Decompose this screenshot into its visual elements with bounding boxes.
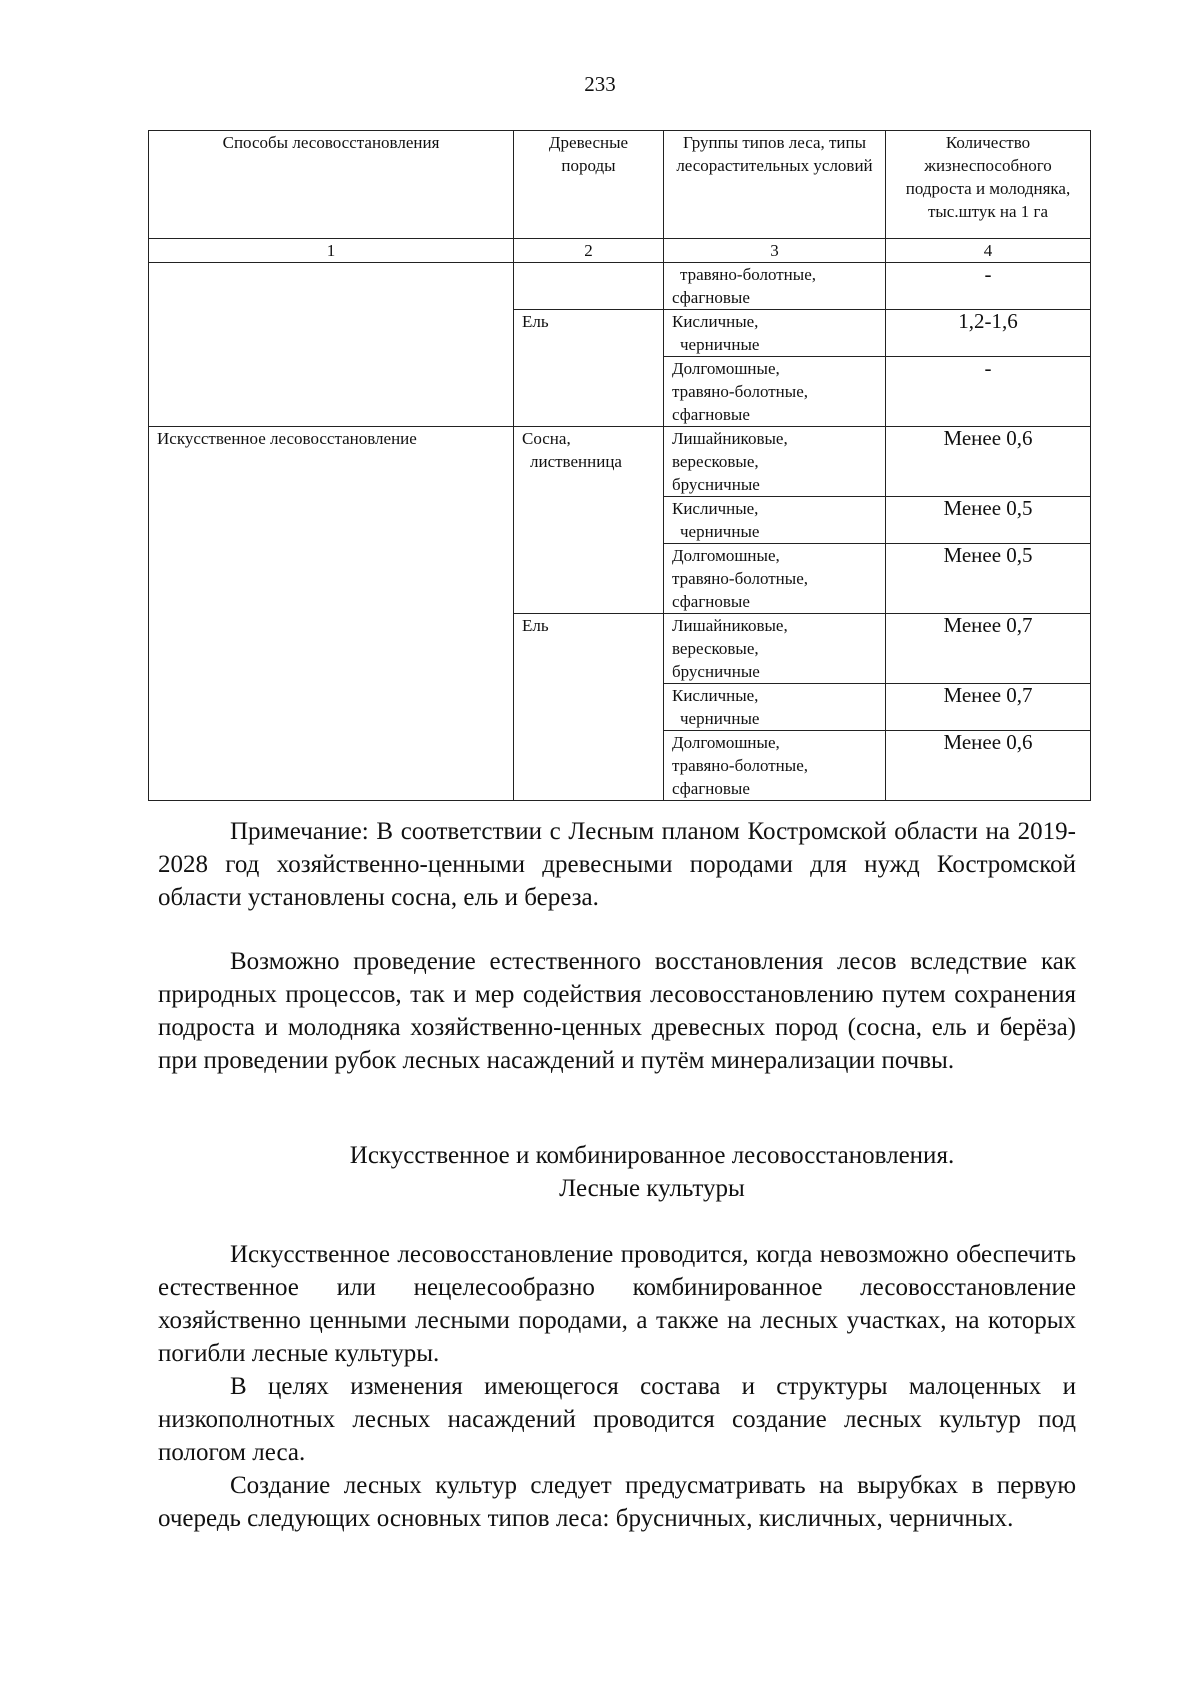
forest-type-line: травяно-болотные, [672, 756, 808, 775]
forest-type-cell [664, 427, 886, 497]
value-cell: - [886, 357, 1091, 427]
header-quantity: Количество жизнеспособного подроста и молодняка, тыс.штук на 1 га [886, 131, 1091, 239]
forest-type-line: Кисличные, [672, 499, 759, 518]
table-row [149, 263, 1091, 310]
forest-type-line: брусничные [672, 662, 760, 681]
value-cell: Менее 0,5 [886, 497, 1091, 544]
col-number: 2 [514, 239, 664, 263]
forest-type-line: черничные [680, 335, 760, 354]
species-line: лиственница [530, 452, 622, 471]
forest-type-cell [664, 263, 886, 310]
forest-type-cell [664, 731, 886, 801]
forest-type-line: Долгомошные, [672, 733, 780, 752]
section-heading [158, 1139, 1076, 1205]
species-spruce: Ель [514, 614, 664, 801]
forest-type-line: брусничные [672, 475, 760, 494]
forest-type-line: Долгомошные, [672, 546, 780, 565]
column-number-row [149, 239, 1091, 263]
value-cell: Менее 0,6 [886, 731, 1091, 801]
note-block [158, 815, 1076, 914]
table-header-row [149, 131, 1091, 239]
paragraph: Создание лесных культур следует предусматривать на вырубках в первую очередь следующих основных типов леса: брусничных, кисличных, черничных. [158, 1472, 1076, 1532]
forest-type-line: черничные [680, 709, 760, 728]
forest-type-line: Кисличные, [672, 312, 759, 331]
forest-type-line: черничные [680, 522, 760, 541]
artificial-regeneration-block [158, 1238, 1076, 1535]
forest-type-cell [664, 614, 886, 684]
forest-type-line: травяно-болотные, [672, 569, 808, 588]
species-cell-empty [514, 263, 664, 310]
forest-type-line: сфагновые [672, 405, 750, 424]
value-cell: Менее 0,6 [886, 427, 1091, 497]
forest-type-line: Лишайниковые, [672, 429, 788, 448]
forest-type-line: Лишайниковые, [672, 616, 788, 635]
forest-type-line: травяно-болотные, [680, 265, 816, 284]
regeneration-table [148, 130, 1091, 801]
species-spruce: Ель [514, 310, 664, 427]
paragraph: Искусственное лесовосстановление проводится, когда невозможно обеспечить естественное или нецелесообразно комбинированное лесовосстановление хозяйственно ценными лесными породами, а также на лесных участках, на которых погибли лесные культуры. [158, 1241, 1076, 1367]
species-line: Сосна, [522, 429, 571, 448]
header-species: Древесные породы [514, 131, 664, 239]
note-paragraph: Примечание: В соответствии с Лесным планом Костромской области на 2019-2028 год хозяйственно-ценными древесными породами для нужд Костромской области установлены сосна, ель и береза. [158, 818, 1076, 911]
value-cell: Менее 0,5 [886, 544, 1091, 614]
forest-type-cell [664, 357, 886, 427]
method-cell-empty [149, 263, 514, 427]
forest-type-cell [664, 497, 886, 544]
forest-type-line: травяно-болотные, [672, 382, 808, 401]
page-number: 233 [584, 72, 616, 96]
paragraph: В целях изменения имеющегося состава и структуры малоценных и низкополнотных лесных насаждений проводится создание лесных культур под пологом леса. [158, 1373, 1076, 1466]
forest-type-line: Долгомошные, [672, 359, 780, 378]
method-artificial: Искусственное лесовосстановление [149, 427, 514, 801]
forest-type-line: сфагновые [672, 288, 750, 307]
forest-type-line: сфагновые [672, 779, 750, 798]
species-pine-larch [514, 427, 664, 614]
forest-type-line: вересковые, [672, 639, 759, 658]
forest-type-line: Кисличные, [672, 686, 759, 705]
value-cell: - [886, 263, 1091, 310]
col-number: 4 [886, 239, 1091, 263]
col-number: 3 [664, 239, 886, 263]
natural-regeneration-block [158, 945, 1076, 1077]
value-cell: Менее 0,7 [886, 614, 1091, 684]
header-methods: Способы лесовосстановления [149, 131, 514, 239]
value-cell: 1,2-1,6 [886, 310, 1091, 357]
forest-type-cell [664, 684, 886, 731]
forest-type-cell [664, 310, 886, 357]
forest-type-line: сфагновые [672, 592, 750, 611]
forest-type-line: вересковые, [672, 452, 759, 471]
heading-line: Лесные культуры [559, 1175, 745, 1202]
forest-type-cell [664, 544, 886, 614]
paragraph: Возможно проведение естественного восстановления лесов вследствие как природных процессов, так и мер содействия лесовосстановлению путем сохранения подроста и молодняка хозяйственно-ценных древесных пород (сосна, ель и берёза) при проведении рубок лесных насаждений и путём минерализации почвы. [158, 948, 1076, 1074]
heading-line: Искусственное и комбинированное лесовосстановления. [349, 1142, 955, 1169]
header-forest-types: Группы типов леса, типы лесорастительных условий [664, 131, 886, 239]
value-cell: Менее 0,7 [886, 684, 1091, 731]
col-number: 1 [149, 239, 514, 263]
table-row [149, 427, 1091, 497]
